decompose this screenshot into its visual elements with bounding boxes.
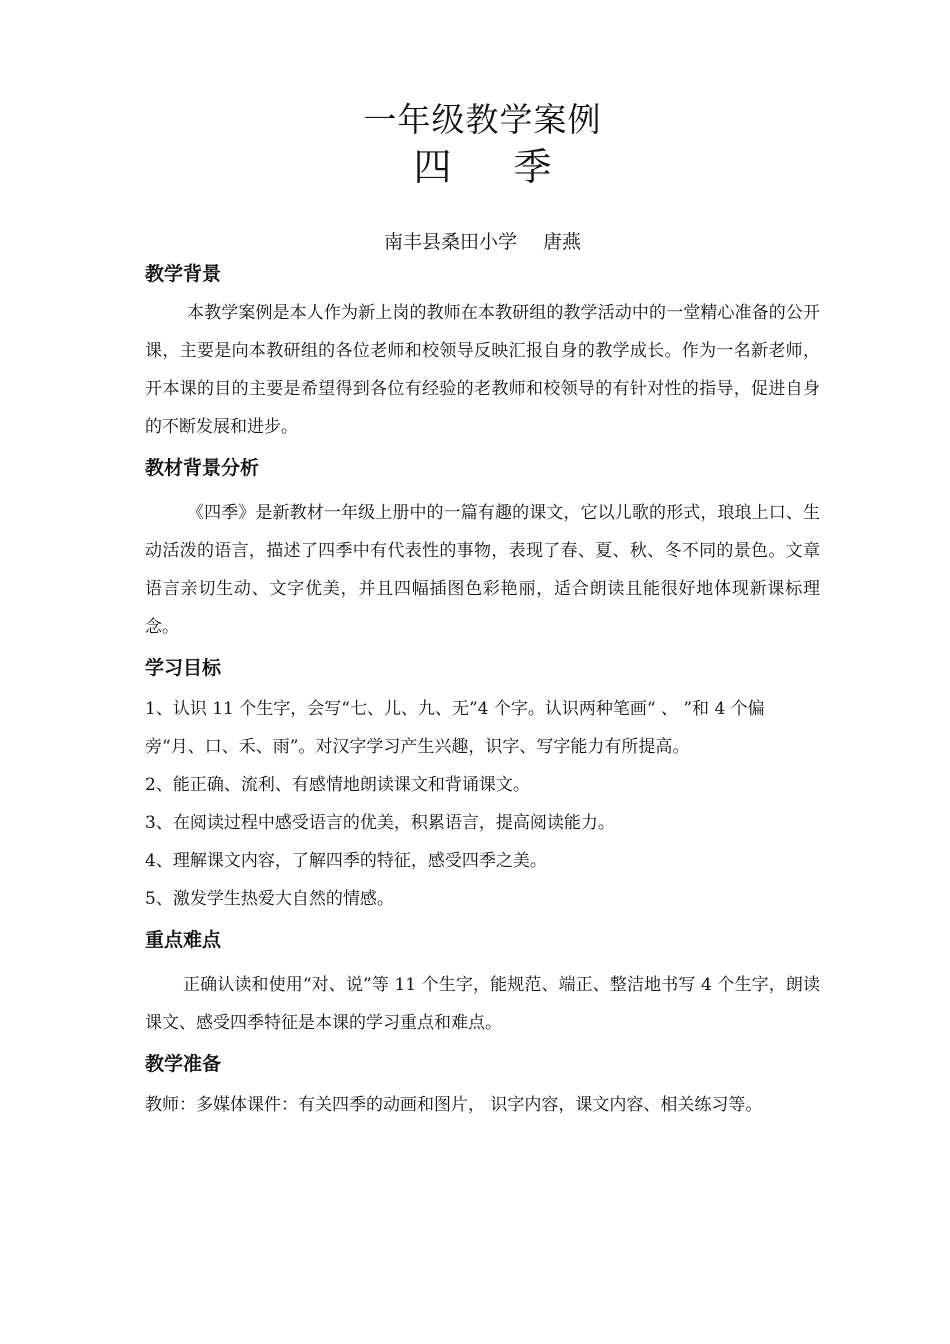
subtitle-char-1: 四 bbox=[413, 145, 452, 189]
document-author bbox=[145, 228, 820, 256]
goal-item: 1、认识 11 个生字，会写“七、儿、九、无”4 个字。认识两种笔画“ 、 ”和 4 个偏旁“月、口、禾、雨”。对汉字学习产生兴趣，识字、写字能力有所提高。 bbox=[145, 699, 765, 757]
goal-item: 2、能正确、流利、有感情地朗读课文和背诵课文。 bbox=[145, 775, 530, 795]
goal-item: 5、激发学生热爱大自然的情感。 bbox=[145, 889, 394, 909]
section-heading-material: 教材背景分析 bbox=[145, 457, 260, 479]
author-name: 唐燕 bbox=[543, 231, 582, 253]
subtitle-char-2: 季 bbox=[513, 145, 552, 189]
section-heading-goals: 学习目标 bbox=[145, 657, 222, 679]
section-text-preparation: 教师：多媒体课件：有关四季的动画和图片， 识字内容，课文内容、相关练习等。 bbox=[145, 1095, 763, 1115]
document-subtitle bbox=[145, 142, 820, 192]
section-heading-key-points: 重点难点 bbox=[145, 929, 222, 951]
section-text-background: 本教学案例是本人作为新上岗的教师在本教研组的教学活动中的一堂精心准备的公开课，主要是向本教研组的各位老师和校领导反映汇报自身的教学成长。作为一名新老师，开本课的目的主要是希望得到各位有经验的老教师和校领导的有针对性的指导，促进自身的不断发展和进步。 bbox=[145, 303, 820, 437]
section-heading-preparation: 教学准备 bbox=[145, 1053, 222, 1075]
author-school: 南丰县桑田小学 bbox=[383, 231, 517, 253]
section-heading-background: 教学背景 bbox=[145, 263, 222, 285]
goal-item: 4、理解课文内容，了解四季的特征，感受四季之美。 bbox=[145, 851, 547, 871]
goals-list bbox=[145, 690, 820, 918]
section-text-key-points: 正确认读和使用“对、说”等 11 个生字，能规范、端正、整洁地书写 4 个生字，朗读课文、感受四季特征是本课的学习重点和难点。 bbox=[145, 975, 820, 1033]
section-text-material: 《四季》是新教材一年级上册中的一篇有趣的课文，它以儿歌的形式，琅琅上口、生动活泼的语言，描述了四季中有代表性的事物，表现了春、夏、秋、冬不同的景色。文章语言亲切生动、文字优美，并且四幅插图色彩艳丽，适合朗读且能很好地体现新课标理念。 bbox=[145, 503, 820, 637]
goal-item: 3、在阅读过程中感受语言的优美，积累语言，提高阅读能力。 bbox=[145, 813, 615, 833]
document-title: 一年级教学案例 bbox=[363, 100, 602, 139]
